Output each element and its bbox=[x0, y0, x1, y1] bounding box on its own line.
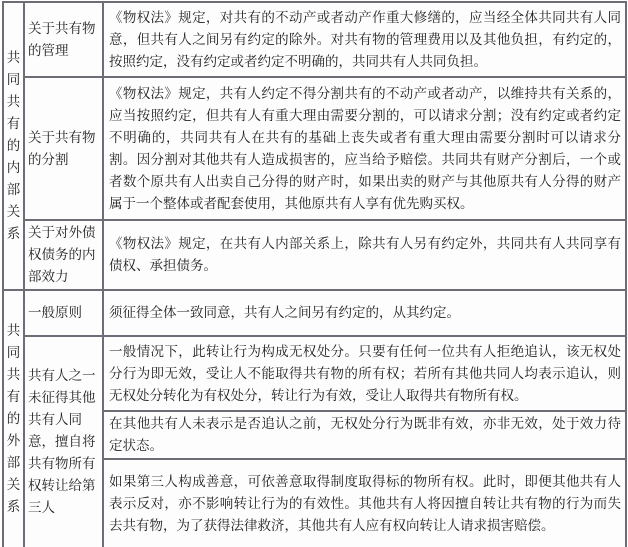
row-label-partition: 关于共有物的分割 bbox=[24, 77, 103, 220]
content-unauthorized-transfer-goodfaith: 如果第三人构成善意，可依善意取得制度取得标的物所有权。此时，即便其他共有人表示反对，亦不影响转让行为的有效性。其他共有人将因擅自转让共有物的行为而失去共有物，为了获得法律救济，其他共有人应有权向转让人请求损害赔偿。 bbox=[103, 459, 626, 547]
group-cell-internal-relations: 共同共有的内部关系 bbox=[3, 2, 24, 290]
table-row bbox=[3, 336, 626, 411]
content-management: 《物权法》规定，对共有的不动产或者动产作重大修缮的，应当经全体共同共有人同意，但共有人之间另有约定的除外。对共有物的管理费用以及其他负担，有约定的，按照约定，没有约定或者约定不明确的，共同共有人共同负担。 bbox=[103, 2, 626, 77]
joint-ownership-table bbox=[2, 1, 627, 547]
content-external-debt-internal-effect: 《物权法》规定，在共有人内部关系上，除共有人另有约定外，共同共有人共同享有债权、承担债务。 bbox=[103, 220, 626, 290]
content-unauthorized-transfer-general: 一般情况下，此转让行为构成无权处分。只要有任何一位共有人拒绝追认，该无权处分行为即无效，受让人不能取得共有物的所有权；若所有其他共同人均表示追认，则无权处分转化为有权处分，转让行为有效，受让人取得共有物所有权。 bbox=[103, 336, 626, 411]
content-general-principle: 须征得全体一致同意，共有人之间另有约定的，从其约定。 bbox=[103, 290, 626, 336]
table-row bbox=[3, 77, 626, 220]
row-label-general-principle: 一般原则 bbox=[24, 290, 103, 336]
table-row bbox=[3, 220, 626, 290]
row-label-management: 关于共有物的管理 bbox=[24, 2, 103, 77]
row-label-external-debt-internal-effect: 关于对外债权债务的内部效力 bbox=[24, 220, 103, 290]
content-partition: 《物权法》规定，共有人约定不得分割共有的不动产或者动产，以维持共有关系的，应当按照约定，但共有人有重大理由需要分割的，可以请求分割；没有约定或者约定不明确的，共同共有人在共有的基础上丧失或者有重大理由需要分割时可以请求分割。因分割对其他共有人造成损害的，应当给予赔偿。共同共有财产分割后，一个或者数个原共有人出卖自己分得的财产时，如果出卖的财产与其他原共有人分得的财产属于一个整体或者配套使用，其他原共有人享有优先购买权。 bbox=[103, 77, 626, 220]
table-row bbox=[3, 290, 626, 336]
row-label-unauthorized-transfer: 共有人之一未征得其他共有人同意，擅自将共有物所有权转让给第三人 bbox=[24, 336, 103, 547]
group-cell-external-relations: 共同共有的外部关系 bbox=[3, 290, 24, 547]
table-row bbox=[3, 2, 626, 77]
content-unauthorized-transfer-pending: 在其他共有人未表示是否追认之前，无权处分行为既非有效，亦非无效，处于效力待定状态。 bbox=[103, 411, 626, 459]
